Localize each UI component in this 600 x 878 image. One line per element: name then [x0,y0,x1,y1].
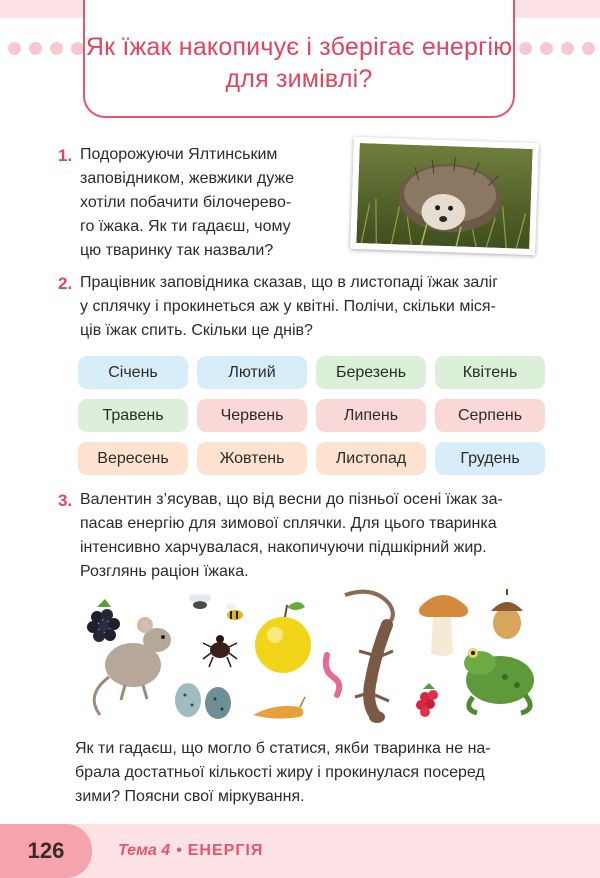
task-1-line: заповідником, жевжики дуже [80,170,294,187]
task-3-number: 3. [58,491,73,510]
apple-icon [255,602,311,673]
task-1-line: го їжака. Як ти гадаєш, чому [80,218,291,235]
task-2-text [80,271,550,343]
hedgehog-diet-illustration [75,585,545,730]
footer-theme [118,842,263,860]
task-3-text [80,488,550,584]
task-3-line: Валентин з’ясував, що від весни до пізньої осені їжак за- [80,491,503,508]
month-tile: Січень [78,356,188,389]
title-box [83,0,515,118]
page-number-tab [0,824,92,878]
theme-bullet: • [176,842,182,859]
month-tile: Листопад [316,442,426,475]
task-1-line: хотіли побачити білочерево- [80,194,292,211]
month-tile: Квітень [435,356,545,389]
question-line: брала достатньої кількості жиру і прокинулася посеред [75,764,485,781]
month-tile: Лютий [197,356,307,389]
acorn-icon [491,589,523,639]
theme-label: Тема 4 [118,842,171,859]
slug-icon [253,697,305,719]
wasp-icon [226,604,243,620]
month-tile: Липень [316,399,426,432]
frog-icon [464,648,534,713]
task-1-line: цю тваринку так назвали? [80,242,274,259]
month-tile: Грудень [435,442,545,475]
month-tile: Вересень [78,442,188,475]
task-1-line: Подорожуючи Ялтинським [80,146,278,163]
raspberry-icon [416,683,438,717]
task-3-line: інтенсивно харчувалася, накопичуючи підшкірний жир. [80,539,487,556]
theme-name: ЕНЕРГІЯ [187,842,264,859]
worm-icon [326,655,339,695]
task-2-line: Працівник заповідника сказав, що в листопаді їжак заліг [80,274,499,291]
eggs-icon [175,683,231,719]
task-2-line: ців їжак спить. Скільки це днів? [80,322,313,339]
hedgehog-photo [350,137,539,255]
decorative-dots-right [519,42,595,56]
lizard-icon [345,592,393,723]
decorative-dots-left [8,42,84,56]
task-2-number: 2. [58,274,73,293]
month-tile: Березень [316,356,426,389]
question-line: Як ти гадаєш, що могло б статися, якби тваринка не на- [75,740,491,757]
task-1-number: 1. [58,146,73,165]
page-number: 126 [27,838,65,863]
task-1-text [80,143,345,263]
task-3-line: Розглянь раціон їжака. [80,563,249,580]
question-text [75,737,550,809]
question-line: зими? Поясни свої міркування. [75,788,305,805]
month-tile: Червень [197,399,307,432]
blackberry-icon [87,599,120,642]
month-tile: Травень [78,399,188,432]
fly-icon [189,594,211,609]
month-tile: Жовтень [197,442,307,475]
page-title: Як їжак накопичує і зберігає енергію для зимівлі? [85,33,513,93]
months-grid [78,356,546,475]
beetle-icon [203,635,237,667]
hedgehog-image [356,143,532,249]
task-3-line: пасав енергію для зимової сплячки. Для цього тваринка [80,515,497,532]
mushroom-icon [419,595,468,656]
month-tile: Серпень [435,399,545,432]
task-2-line: у сплячку і прокинеться аж у квітні. Полічи, скільки міся- [80,298,496,315]
